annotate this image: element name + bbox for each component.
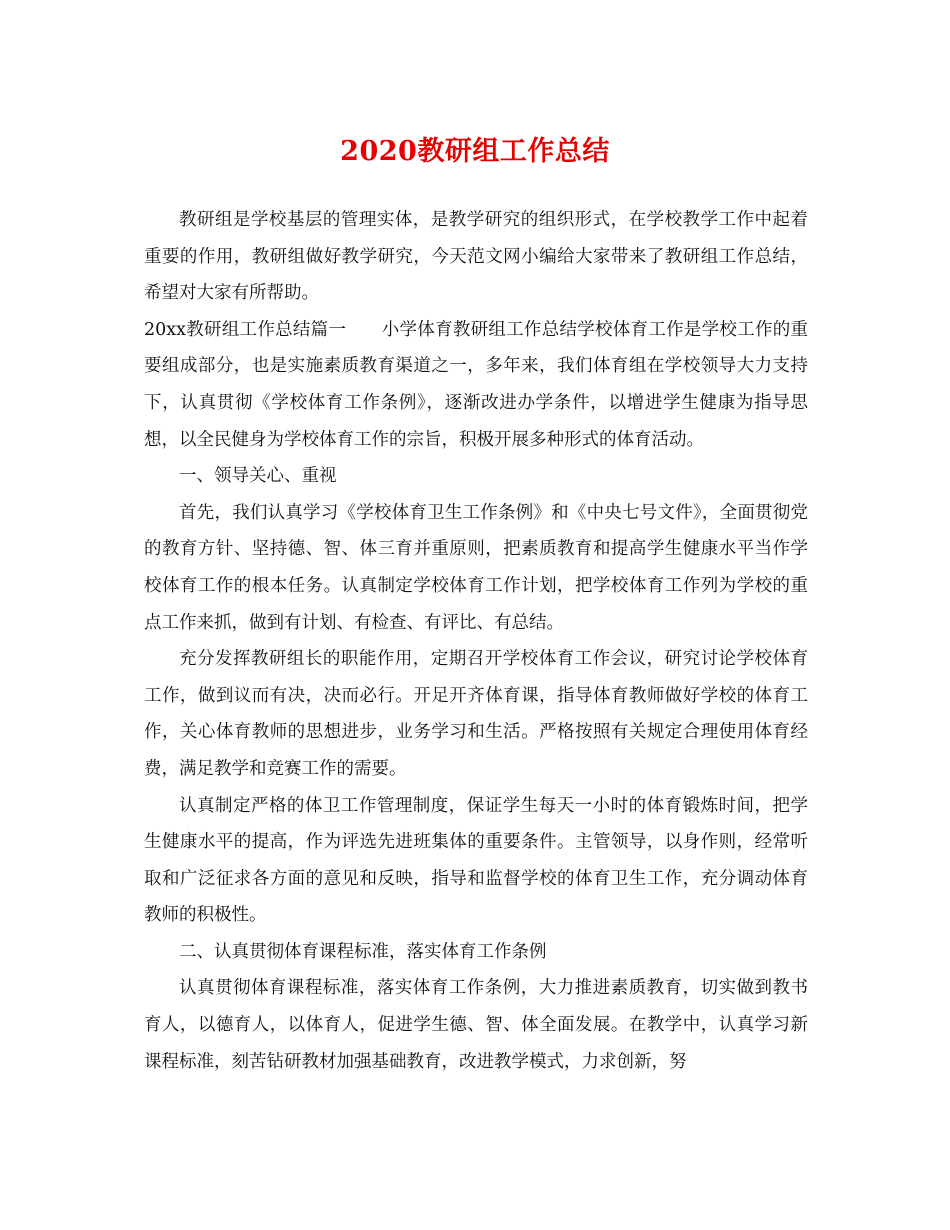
document-title: 2020教研组工作总结: [340, 136, 610, 167]
paragraph-curriculum: 认真贯彻体育课程标准，落实体育工作条例，大力推进素质教育，切实做到教书育人，以德育人，以体育人，促进学生德、智、体全面发展。在教学中，认真学习新课程标准，刻苦钻研教材加强基础教育，改进教学模式，力求创新，努: [144, 978, 808, 1072]
section-heading-1: 一、领导关心、重视: [179, 466, 337, 487]
paragraph-intro: 教研组是学校基层的管理实体，是教学研究的组织形式，在学校教学工作中起着重要的作用，教研组做好教学研究，今天范文网小编给大家带来了教研组工作总结，希望对大家有所帮助。: [144, 210, 808, 304]
document-body: [144, 202, 808, 1080]
paragraph-leader-role: 充分发挥教研组长的职能作用，定期召开学校体育工作会议，研究讨论学校体育工作，做到议而有决，决而必行。开足开齐体育课，指导体育教师做好学校的体育工作，关心体育教师的思想进步，业务学习和生活。严格按照有关规定合理使用体育经费，满足教学和竞赛工作的需要。: [144, 649, 808, 779]
section-heading-2: 二、认真贯彻体育课程标准，落实体育工作条例: [179, 941, 547, 962]
paragraph-study: 首先，我们认真学习《学校体育卫生工作条例》和《中央七号文件》，全面贯彻党的教育方针、坚持德、智、体三育并重原则，把素质教育和提高学生健康水平当作学校体育工作的根本任务。认真制定学校体育工作计划，把学校体育工作列为学校的重点工作来抓，做到有计划、有检查、有评比、有总结。: [144, 502, 808, 633]
paragraph-section-one: 20xx教研组工作总结篇一 小学体育教研组工作总结学校体育工作是学校工作的重要组成部分，也是实施素质教育渠道之一，多年来，我们体育组在学校领导大力支持下，认真贯彻《学校体育工作条例》，逐渐改进办学条件，以增进学生健康为指导思想，以全民健身为学校体育工作的宗旨，积极开展多种形式的体育活动。: [144, 319, 808, 450]
paragraph-management: 认真制定严格的体卫工作管理制度，保证学生每天一小时的体育锻炼时间，把学生健康水平的提高，作为评选先进班集体的重要条件。主管领导，以身作则，经常听取和广泛征求各方面的意见和反映，指导和监督学校的体育卫生工作，充分调动体育教师的积极性。: [144, 795, 808, 926]
